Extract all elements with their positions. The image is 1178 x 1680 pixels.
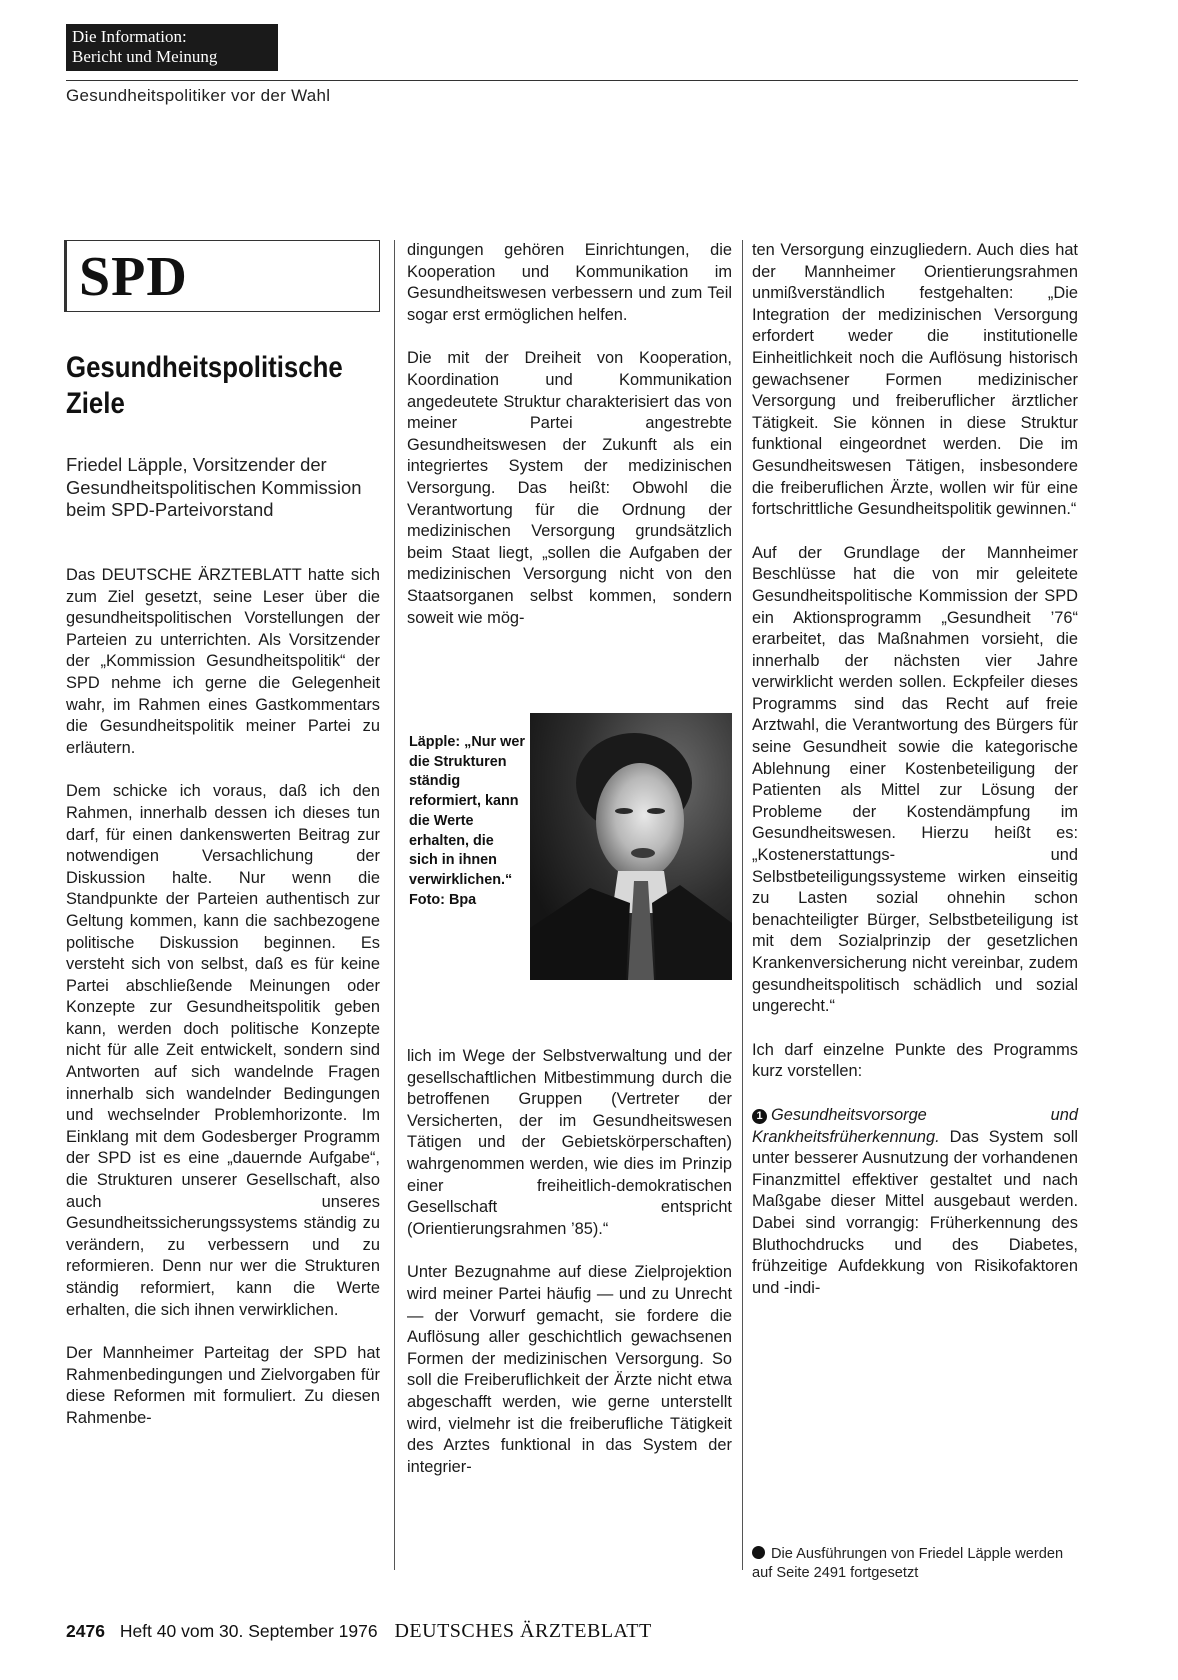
portrait-illustration <box>530 713 732 980</box>
paragraph: dingungen gehören Einrichtungen, die Kooperation und Kommunikation im Gesundheitswesen verbessern und zum Teil sogar erst ermöglichen helfen. <box>407 241 732 324</box>
section-label <box>66 24 278 71</box>
article-headline: Gesundheitspolitische Ziele <box>66 351 343 420</box>
paragraph: Unter Bezugnahme auf diese Zielprojektion wird meiner Partei häufig — und zu Unrecht — der Vorwurf gemacht, sie fordere die Auflösung aller geschichtlich gewachsenen Formen der medizinischen Versorgung. So soll die Freiberuflichkeit der Ärzte nicht etwa abgeschafft werden, wie gerne unterstellt wird, vielmehr ist die freiberufliche Tätigkeit des Arztes funktional in das System der integrier- <box>407 1263 732 1476</box>
paragraph: ten Versorgung einzugliedern. Auch dies hat der Mannheimer Orientierungsrahmen unmißverständlich festgehalten: „Die Integration der medizinischen Versorgung erfordert weder die institutionelle Einheitlichkeit noch die Auflösung historisch gewachsener Formen medizinischer Versorgung und freiberuflicher ärztlicher Tätigkeit. Sie können in diese Struktur funktional eingeordnet werden. Die im Gesundheitswesen Tätigen, insbesondere die freiberuflichen Ärzte, wollen wir für eine fortschrittliche Gesundheitspolitik gewinnen.“ <box>752 241 1078 519</box>
paragraph: Das DEUTSCHE ÄRZTEBLATT hatte sich zum Ziel gesetzt, seine Leser über die gesundheitspolitischen Vorstellungen der Parteien zu unterrichten. Als Vorsitzender der „Kommission Gesundheitspolitik“ der SPD nehme ich gerne die Gelegenheit wahr, im Rahmen eines Gastkommentars die Gesundheitspolitik meiner Partei zu erläutern. <box>66 566 380 757</box>
paragraph: lich im Wege der Selbstverwaltung und der gesellschaftlichen Mitbestimmung durch die betroffenen Gruppen (Vertreter der Versicherten, der im Gesundheitswesen Tätigen und der Gebietskörperschaften) wahrgenommen werden, wie dies im Prinzip einer freiheitlich-demokratischen Gesellschaft entspricht (Orientierungsrahmen ’85).“ <box>407 1047 732 1238</box>
column-rule <box>394 240 395 1570</box>
point-number-icon: 1 <box>752 1109 767 1124</box>
continuation-note <box>752 1545 1078 1583</box>
column-2-top <box>407 240 732 651</box>
section-label-line1: Die Information: <box>72 27 187 46</box>
paragraph: Der Mannheimer Parteitag der SPD hat Rahmenbedingungen und Zielvorgaben für diese Reformen mit formuliert. Zu diesen Rahmenbe- <box>66 1344 380 1427</box>
paragraph: Ich darf einzelne Punkte des Programms kurz vorstellen: <box>752 1040 1078 1081</box>
section-label-line2: Bericht und Meinung <box>72 47 218 66</box>
page-number: 2476 <box>66 1621 105 1641</box>
column-3 <box>752 240 1078 1321</box>
column-2-bottom <box>407 1046 732 1500</box>
party-logo-box <box>64 240 380 312</box>
topic-line: Gesundheitspolitiker vor der Wahl <box>66 86 331 105</box>
photo-caption: Läpple: „Nur wer die Strukturen ständig reformiert, kann die Werte erhalten, die sich in ihnen verwirklichen.“ Foto: Bpa <box>409 734 525 908</box>
column-1 <box>66 565 380 1452</box>
paragraph: Auf der Grundlage der Mannheimer Beschlüsse hat die von mir geleitete Gesundheitspolitische Kommission der SPD ein Aktionsprogramm „Gesundheit ’76“ erarbeitet, das Maßnahmen vorsieht, die innerhalb der nächsten vier Jahre verwirklicht werden sollen. Eckpfeiler dieses Programms sind das Recht auf freie Arztwahl, die Verantwortung des Bürgers für seine Gesundheit sowie die kategorische Ablehnung einer Kostenbeteiligung der Patienten als Mittel zur Lösung der Probleme der Kostendämpfung im Gesundheitswesen. Hierzu heißt es: „Kostenerstattungs- und Selbstbeteiligungssysteme wirken einseitig zu Lasten sozial ohnehin schon benachteiligter Bürger, Selbstbeteiligung ist mit dem Sozialprinzip der gesetzlichen Krankenversicherung nicht vereinbar, zudem gesundheitspolitisch schädlich und sozial ungerecht.“ <box>752 543 1078 1016</box>
continuation-note-text: Die Ausführungen von Friedel Läpple werden auf Seite 2491 fortgesetzt <box>752 1546 1064 1581</box>
program-point-1 <box>752 1105 1078 1299</box>
point-title: Gesundheitsvorsorge und Krankheitsfrüherkennung. <box>752 1105 1078 1146</box>
issue-info: Heft 40 vom 30. September 1976 <box>119 1621 378 1641</box>
party-logo: SPD <box>79 246 188 308</box>
header-rule <box>66 80 1078 81</box>
paragraph: Die mit der Dreiheit von Kooperation, Koordination und Kommunikation angedeutete Struktur charakterisiert das von meiner Partei angestrebte Gesundheitswesen der Zukunft als ein integriertes System der medizinischen Versorgung. Das heißt: Obwohl die Verantwortung für die Ordnung der medizinischen Versorgung grundsätzlich beim Staat liegt, „sollen die Aufgaben der medizinischen Versorgung nicht von den Staatsorganen selbst kommen, sondern soweit wie mög- <box>407 349 732 627</box>
point-text: Das System soll unter besserer Ausnutzung der vorhandenen Finanzmittel effektiver gestaltet und nach Maßgabe dieser Mittel ausgebaut werden. Dabei sind vorrangig: Früherkennung des Bluthochdrucks und des Diabetes, frühzeitige Aufdekkung von Risikofaktoren und -indi- <box>752 1127 1078 1297</box>
paragraph: Dem schicke ich voraus, daß ich den Rahmen, innerhalb dessen ich dieses tun darf, für einen dankenswerten Beitrag zur notwendigen Versachlichung der Diskussion halte. Nur wenn die Standpunkte der Parteien authentisch zur Geltung kommen, kann die sachbezogene politische Diskussion beginnen. Es versteht sich von selbst, daß es für keine Partei abschließende Meinungen oder Konzepte zur Gesundheitspolitik geben kann, werden doch politische Konzepte nicht für alle Zeit entwickelt, sondern sind Antworten auf sich wandelnde Fragen innerhalb sich wandelnder Bedingungen und wechselnder Problemhorizonte. Im Einklang mit dem Godesberger Programm der SPD ist es eine „dauernde Aufgabe“, die Strukturen unserer Gesellschaft, also auch unseres Gesundheitssicherungssystems ständig zu verändern, zu verbessern und zu reformieren. Denn nur wer die Strukturen ständig reformiert, kann die Werte erhalten, die sich ihnen verwirklichen. <box>66 782 380 1319</box>
column-rule <box>742 240 743 1570</box>
portrait-photo <box>530 713 732 980</box>
magazine-name: DEUTSCHES ÄRZTEBLATT <box>394 1620 652 1642</box>
bullet-icon <box>752 1546 765 1559</box>
article-author: Friedel Läpple, Vorsitzender der Gesundheitspolitischen Kommission beim SPD-Parteivorstand <box>66 454 362 520</box>
page-footer <box>66 1620 1078 1643</box>
